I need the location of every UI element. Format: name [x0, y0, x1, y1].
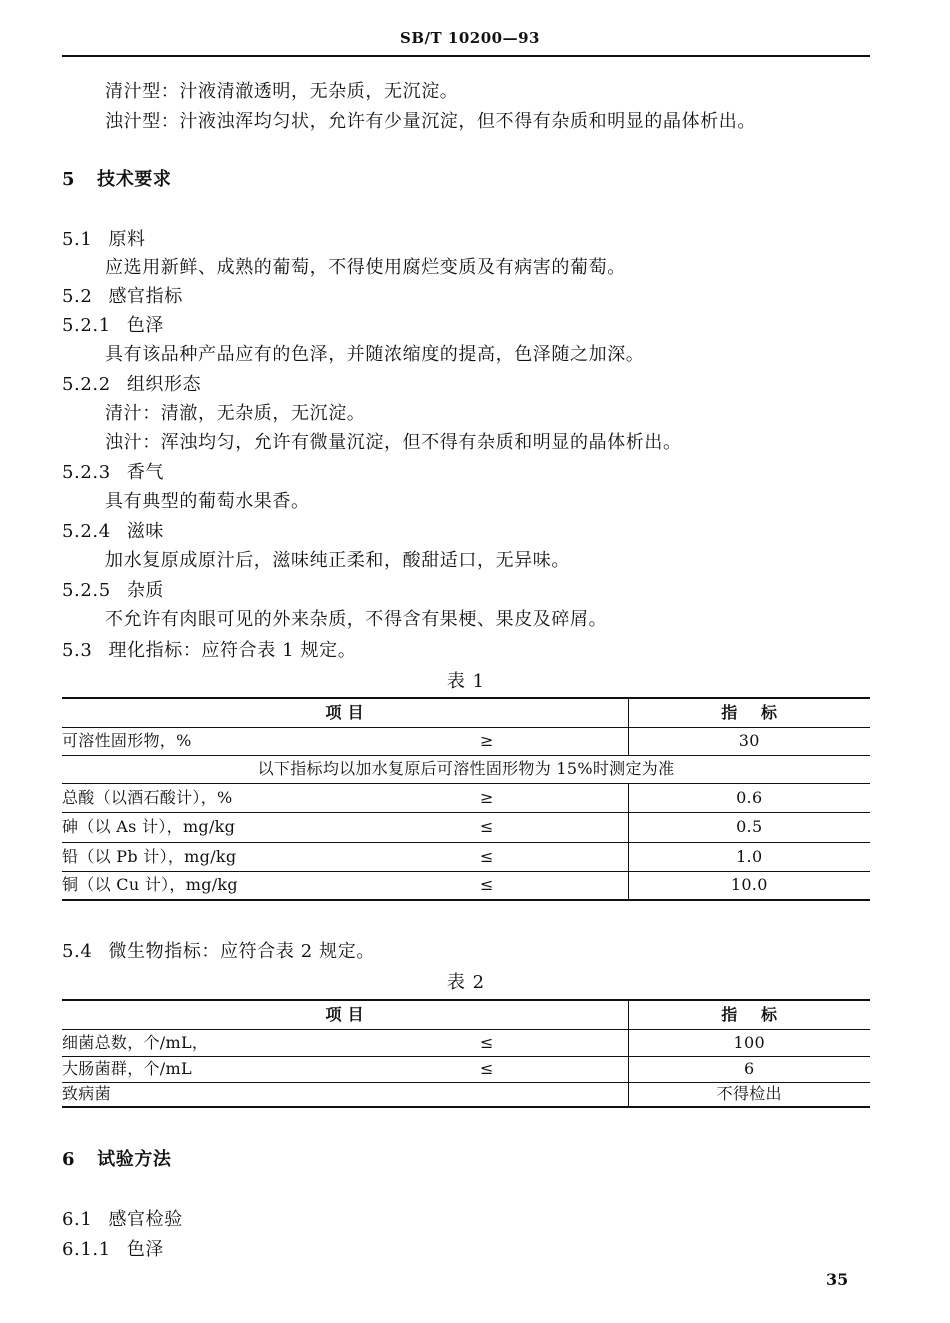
- table-1: [62, 697, 870, 901]
- table-row: [62, 1056, 870, 1082]
- section-number: 5.3: [62, 640, 93, 661]
- row-value: 6: [628, 1056, 870, 1082]
- section-6-heading: [62, 1148, 172, 1172]
- clear-juice-description: 清汁型：汁液清澈透明，无杂质，无沉淀。: [105, 81, 459, 102]
- section-title: 色泽: [126, 315, 165, 336]
- section-6-1-heading: [62, 1208, 183, 1232]
- section-title: 感官指标: [108, 286, 183, 307]
- row-item: 大肠菌群，个/mL: [62, 1056, 480, 1082]
- section-title: 色泽: [126, 1239, 165, 1260]
- row-value: 10.0: [628, 871, 870, 900]
- table-note: 以下指标均以加水复原后可溶性固形物为 15%时测定为准: [62, 755, 870, 783]
- row-item: 砷（以 As 计），mg/kg: [62, 812, 480, 842]
- section-number: 5.2.5: [62, 580, 111, 601]
- table-2-caption: 表 2: [446, 972, 486, 993]
- section-5-heading: [62, 168, 172, 192]
- section-5-3-heading: [62, 639, 356, 663]
- section-5-4-heading: [62, 940, 375, 964]
- section-title: 香气: [126, 462, 165, 483]
- section-5-2-5-heading: [62, 579, 164, 603]
- row-operator: ≥: [480, 783, 628, 812]
- section-number: 5.2.1: [62, 315, 111, 336]
- section-number: 5.2: [62, 286, 93, 307]
- row-item: 细菌总数，个/mL，: [62, 1029, 480, 1056]
- table-note-row: [62, 755, 870, 783]
- table-header-row: [62, 1000, 870, 1029]
- cloudy-juice-description: 浊汁型：汁液浊浑均匀状，允许有少量沉淀，但不得有杂质和明显的晶体析出。: [105, 111, 756, 132]
- section-5-2-4-heading: [62, 520, 164, 544]
- table-2: [62, 999, 870, 1108]
- section-title: 技术要求: [97, 169, 172, 190]
- page-number: 35: [826, 1270, 849, 1289]
- section-title: 试验方法: [97, 1149, 172, 1170]
- section-number: 5.2.4: [62, 521, 111, 542]
- section-number: 6.1: [62, 1209, 93, 1230]
- section-title: 杂质: [126, 580, 165, 601]
- table-row: [62, 727, 870, 755]
- row-item: 总酸（以酒石酸计），%: [62, 783, 480, 812]
- section-5-2-1-heading: [62, 314, 164, 338]
- section-5-2-3-body: 具有典型的葡萄水果香。: [105, 491, 310, 512]
- section-5-2-4-body: 加水复原成原汁后，滋味纯正柔和，酸甜适口，无异味。: [105, 550, 570, 571]
- row-operator: ≤: [480, 842, 628, 871]
- section-5-1-body: 应选用新鲜、成熟的葡萄，不得使用腐烂变质及有病害的葡萄。: [105, 257, 626, 278]
- section-number: 6.1.1: [62, 1239, 111, 1260]
- row-value: 0.5: [628, 812, 870, 842]
- standard-code: SB/T 10200—93: [400, 29, 540, 47]
- section-5-2-2-body-clear: 清汁：清澈，无杂质，无沉淀。: [105, 403, 366, 424]
- row-operator: ≤: [480, 871, 628, 900]
- section-title: 组织形态: [126, 374, 202, 395]
- section-5-2-1-body: 具有该品种产品应有的色泽，并随浓缩度的提高，色泽随之加深。: [105, 344, 645, 365]
- row-item: 致病菌: [62, 1082, 480, 1107]
- table-row: [62, 842, 870, 871]
- row-operator: [480, 1082, 628, 1107]
- row-operator: ≥: [480, 727, 628, 755]
- row-value: 30: [628, 727, 870, 755]
- table-row: [62, 1029, 870, 1056]
- section-5-2-3-heading: [62, 461, 164, 485]
- table-1-caption: 表 1: [446, 671, 486, 692]
- row-value: 不得检出: [628, 1082, 870, 1107]
- table-row: [62, 871, 870, 900]
- row-operator: ≤: [480, 1029, 628, 1056]
- section-number: 5.2.3: [62, 462, 111, 483]
- row-item: 铅（以 Pb 计），mg/kg: [62, 842, 480, 871]
- section-5-1-heading: [62, 228, 146, 252]
- section-number: 5.4: [62, 941, 93, 962]
- section-5-2-5-body: 不允许有肉眼可见的外来杂质，不得含有果梗、果皮及碎屑。: [105, 609, 608, 630]
- section-number: 6: [62, 1149, 76, 1170]
- row-value: 1.0: [628, 842, 870, 871]
- section-title: 滋味: [126, 521, 165, 542]
- section-5-2-2-body-cloudy: 浊汁：浑浊均匀，允许有微量沉淀，但不得有杂质和明显的晶体析出。: [105, 432, 682, 453]
- column-header-value: 指 标: [628, 698, 870, 727]
- header-rule: [62, 55, 870, 57]
- table-row: [62, 812, 870, 842]
- section-title: 微生物指标：应符合表 2 规定。: [108, 941, 375, 962]
- table-header-row: [62, 698, 870, 727]
- column-header-item: 项 目: [62, 698, 628, 727]
- section-title: 理化指标：应符合表 1 规定。: [108, 640, 357, 661]
- section-number: 5.2.2: [62, 374, 111, 395]
- section-title: 原料: [108, 229, 146, 250]
- column-header-value: 指 标: [628, 1000, 870, 1029]
- row-value: 0.6: [628, 783, 870, 812]
- table-row: [62, 783, 870, 812]
- row-operator: ≤: [480, 812, 628, 842]
- section-number: 5.1: [62, 229, 93, 250]
- section-number: 5: [62, 169, 76, 190]
- row-item: 可溶性固形物，%: [62, 727, 480, 755]
- row-item: 铜（以 Cu 计），mg/kg: [62, 871, 480, 900]
- table-row: [62, 1082, 870, 1107]
- column-header-item: 项 目: [62, 1000, 628, 1029]
- section-title: 感官检验: [108, 1209, 183, 1230]
- row-operator: ≤: [480, 1056, 628, 1082]
- section-5-2-heading: [62, 285, 183, 309]
- section-5-2-2-heading: [62, 373, 201, 397]
- section-6-1-1-heading: [62, 1238, 164, 1262]
- row-value: 100: [628, 1029, 870, 1056]
